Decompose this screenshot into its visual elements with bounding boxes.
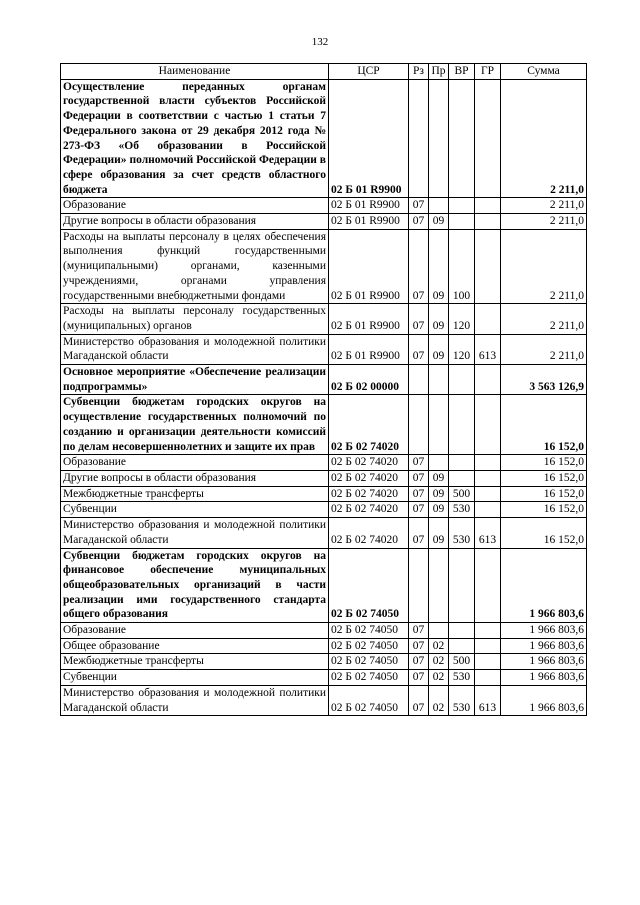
cell-vr [449,365,475,395]
cell-pr: 09 [429,486,449,502]
cell-name: Министерство образования и молодежной политики Магаданской области [61,685,329,715]
table-row [61,334,587,364]
cell-pr: 09 [429,334,449,364]
cell-csr: 02 Б 01 R9900 [329,304,409,334]
cell-name: Другие вопросы в области образования [61,214,329,230]
cell-gr [475,470,501,486]
cell-vr: 100 [449,229,475,304]
cell-sum: 1 966 803,6 [501,638,587,654]
cell-rz: 07 [409,654,429,670]
table-row [61,486,587,502]
cell-vr: 530 [449,670,475,686]
cell-name: Общее образование [61,638,329,654]
table-row [61,365,587,395]
cell-rz: 07 [409,670,429,686]
cell-csr: 02 Б 02 74020 [329,395,409,455]
cell-rz: 07 [409,518,429,548]
cell-name: Министерство образования и молодежной политики Магаданской области [61,518,329,548]
cell-vr [449,395,475,455]
header-vr: ВР [449,64,475,80]
cell-name: Осуществление переданных органам государственной власти субъектов Российской Федерации в соответствии с частью 1 статьи 7 Федерального закона от 29 декабря 2012 года № 273-ФЗ «Об образовании в Российской Федерации» полномочий Российской Федерации в сфере образования за счет средств областного бюджета [61,79,329,198]
cell-csr: 02 Б 02 74020 [329,502,409,518]
budget-table [60,63,587,716]
cell-gr [475,79,501,198]
cell-csr: 02 Б 02 74050 [329,623,409,639]
cell-pr: 02 [429,654,449,670]
cell-rz: 07 [409,304,429,334]
table-row [61,214,587,230]
cell-name: Расходы на выплаты персоналу государственных (муниципальных) органов [61,304,329,334]
table-row [61,670,587,686]
cell-pr [429,548,449,623]
cell-rz: 07 [409,685,429,715]
cell-csr: 02 Б 01 R9900 [329,198,409,214]
cell-name: Образование [61,198,329,214]
cell-csr: 02 Б 02 74050 [329,685,409,715]
cell-sum: 2 211,0 [501,198,587,214]
cell-rz: 07 [409,334,429,364]
cell-sum: 3 563 126,9 [501,365,587,395]
cell-sum: 1 966 803,6 [501,654,587,670]
cell-gr [475,548,501,623]
cell-name: Основное мероприятие «Обеспечение реализации подпрограммы» [61,365,329,395]
cell-sum: 16 152,0 [501,470,587,486]
cell-gr [475,486,501,502]
cell-name: Межбюджетные трансферты [61,654,329,670]
cell-pr: 09 [429,502,449,518]
cell-csr: 02 Б 02 74050 [329,638,409,654]
table-row [61,518,587,548]
cell-vr: 530 [449,685,475,715]
cell-name: Субвенции [61,670,329,686]
cell-csr: 02 Б 02 74050 [329,670,409,686]
cell-gr [475,638,501,654]
cell-pr [429,395,449,455]
table-row [61,502,587,518]
cell-pr [429,198,449,214]
table-row [61,638,587,654]
cell-csr: 02 Б 02 74020 [329,486,409,502]
table-row [61,198,587,214]
cell-name: Субвенции бюджетам городских округов на финансовое обеспечение муниципальных общеобразовательных организаций в части реализации ими государственного стандарта общего образования [61,548,329,623]
cell-pr: 09 [429,214,449,230]
cell-sum: 16 152,0 [501,486,587,502]
cell-gr [475,229,501,304]
cell-vr: 120 [449,304,475,334]
cell-csr: 02 Б 01 R9900 [329,334,409,364]
cell-gr [475,502,501,518]
cell-csr: 02 Б 02 74020 [329,518,409,548]
cell-pr: 02 [429,685,449,715]
header-name: Наименование [61,64,329,80]
cell-rz: 07 [409,198,429,214]
header-gr: ГР [475,64,501,80]
header-rz: Рз [409,64,429,80]
cell-csr: 02 Б 02 00000 [329,365,409,395]
cell-name: Субвенции бюджетам городских округов на осуществление государственных полномочий по созданию и организации деятельности комиссий по делам несовершеннолетних и защите их прав [61,395,329,455]
table-row [61,548,587,623]
cell-rz [409,365,429,395]
cell-csr: 02 Б 01 R9900 [329,229,409,304]
cell-pr [429,79,449,198]
header-csr: ЦСР [329,64,409,80]
cell-pr: 02 [429,638,449,654]
cell-sum: 16 152,0 [501,455,587,471]
cell-gr [475,365,501,395]
cell-gr [475,654,501,670]
cell-rz: 07 [409,623,429,639]
cell-vr [449,214,475,230]
cell-vr [449,470,475,486]
cell-gr: 613 [475,685,501,715]
cell-vr [449,198,475,214]
cell-pr: 09 [429,470,449,486]
table-row [61,654,587,670]
cell-sum: 2 211,0 [501,229,587,304]
cell-csr: 02 Б 02 74020 [329,470,409,486]
cell-rz [409,548,429,623]
cell-name: Министерство образования и молодежной политики Магаданской области [61,334,329,364]
cell-sum: 16 152,0 [501,502,587,518]
header-pr: Пр [429,64,449,80]
cell-vr [449,455,475,471]
cell-gr [475,670,501,686]
cell-pr [429,623,449,639]
cell-gr [475,304,501,334]
cell-sum: 1 966 803,6 [501,623,587,639]
cell-gr [475,214,501,230]
cell-gr: 613 [475,334,501,364]
cell-vr: 530 [449,502,475,518]
table-row [61,685,587,715]
cell-sum: 2 211,0 [501,79,587,198]
cell-vr [449,638,475,654]
cell-name: Образование [61,455,329,471]
cell-name: Межбюджетные трансферты [61,486,329,502]
cell-gr [475,198,501,214]
cell-sum: 2 211,0 [501,304,587,334]
cell-sum: 16 152,0 [501,395,587,455]
table-row [61,623,587,639]
cell-vr: 530 [449,518,475,548]
cell-vr: 500 [449,486,475,502]
cell-pr: 09 [429,304,449,334]
cell-name: Расходы на выплаты персоналу в целях обеспечения выполнения функций государственными (муниципальными) органами, казенными учреждениями, органами управления государственными внебюджетными фондами [61,229,329,304]
page-number: 132 [311,36,329,48]
cell-pr: 09 [429,518,449,548]
cell-gr: 613 [475,518,501,548]
cell-pr: 02 [429,670,449,686]
cell-vr [449,79,475,198]
table-row [61,304,587,334]
cell-rz: 07 [409,486,429,502]
cell-vr [449,548,475,623]
cell-name: Другие вопросы в области образования [61,470,329,486]
header-sum: Сумма [501,64,587,80]
cell-rz: 07 [409,470,429,486]
cell-name: Субвенции [61,502,329,518]
table-row [61,470,587,486]
table-row [61,395,587,455]
cell-sum: 1 966 803,6 [501,685,587,715]
cell-rz: 07 [409,214,429,230]
cell-csr: 02 Б 02 74020 [329,455,409,471]
cell-sum: 16 152,0 [501,518,587,548]
cell-name: Образование [61,623,329,639]
cell-csr: 02 Б 01 R9900 [329,214,409,230]
cell-csr: 02 Б 02 74050 [329,548,409,623]
cell-rz [409,79,429,198]
cell-vr: 120 [449,334,475,364]
cell-sum: 2 211,0 [501,334,587,364]
cell-sum: 1 966 803,6 [501,548,587,623]
cell-csr: 02 Б 02 74050 [329,654,409,670]
cell-rz [409,395,429,455]
table-row [61,229,587,304]
cell-rz: 07 [409,455,429,471]
cell-sum: 2 211,0 [501,214,587,230]
cell-gr [475,623,501,639]
table-row [61,455,587,471]
cell-sum: 1 966 803,6 [501,670,587,686]
cell-vr [449,623,475,639]
table-row [61,79,587,198]
table-header-row [61,64,587,80]
cell-pr [429,455,449,471]
cell-gr [475,455,501,471]
cell-pr [429,365,449,395]
cell-rz: 07 [409,638,429,654]
cell-rz: 07 [409,502,429,518]
cell-csr: 02 Б 01 R9900 [329,79,409,198]
cell-vr: 500 [449,654,475,670]
cell-rz: 07 [409,229,429,304]
cell-pr: 09 [429,229,449,304]
cell-gr [475,395,501,455]
